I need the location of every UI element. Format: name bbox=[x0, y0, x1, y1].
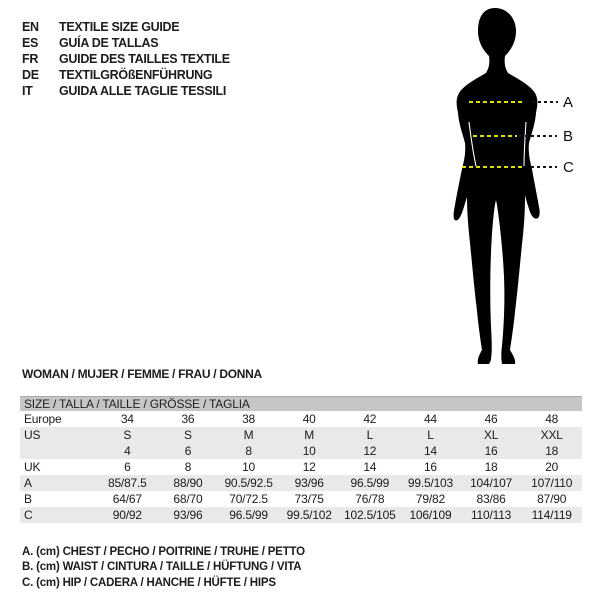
language-title: TEXTILGRÖßENFÜHRUNG bbox=[59, 68, 213, 82]
table-row-b bbox=[20, 491, 582, 507]
size-cell: 104/107 bbox=[470, 476, 513, 490]
size-cell: 8 bbox=[184, 460, 192, 474]
row-label: UK bbox=[24, 460, 41, 474]
language-row-fr bbox=[22, 51, 230, 67]
size-cell: 79/82 bbox=[415, 492, 445, 506]
row-label: A bbox=[24, 476, 32, 490]
size-cell: L bbox=[427, 428, 434, 442]
size-cell: 42 bbox=[363, 412, 377, 426]
legend-line-c: C. (cm) HIP / CADERA / HANCHE / HÜFTE / HIPS bbox=[22, 576, 276, 589]
size-cell: 6 bbox=[124, 460, 131, 474]
table-row-a bbox=[20, 475, 582, 491]
size-cell: 46 bbox=[484, 412, 498, 426]
size-cell: L bbox=[366, 428, 374, 442]
size-cell: M bbox=[304, 428, 315, 442]
size-cell: 14 bbox=[363, 460, 377, 474]
hip-callout-dash bbox=[531, 166, 557, 168]
size-cell: 14 bbox=[423, 444, 437, 458]
size-cell: 12 bbox=[363, 444, 377, 458]
size-cell: 10 bbox=[302, 444, 316, 458]
size-cell: 99.5/103 bbox=[407, 476, 453, 490]
row-label: US bbox=[24, 428, 41, 442]
size-cell: 102.5/105 bbox=[344, 508, 396, 522]
size-cell: 12 bbox=[302, 460, 316, 474]
waist-measure-dash bbox=[473, 135, 517, 137]
table-row-us-numeric bbox=[20, 443, 582, 459]
size-cell: 107/110 bbox=[531, 476, 573, 490]
table-row-europe bbox=[20, 411, 582, 427]
language-code: FR bbox=[22, 52, 39, 66]
size-cell: 36 bbox=[181, 412, 195, 426]
language-title: GUÍA DE TALLAS bbox=[59, 36, 159, 50]
row-label: Europe bbox=[24, 412, 62, 426]
size-cell: 96.5/99 bbox=[229, 508, 268, 522]
language-title: GUIDA ALLE TAGLIE TESSILI bbox=[59, 84, 227, 98]
size-cell: 93/96 bbox=[294, 476, 324, 490]
size-cell: 88/90 bbox=[173, 476, 203, 490]
size-cell: 18 bbox=[484, 460, 498, 474]
language-title: TEXTILE SIZE GUIDE bbox=[59, 20, 180, 34]
size-cell: 90.5/92.5 bbox=[224, 476, 273, 490]
table-row-uk bbox=[20, 459, 582, 475]
woman-silhouette-figure bbox=[420, 0, 600, 370]
row-label: C bbox=[24, 508, 33, 522]
size-table bbox=[20, 396, 582, 523]
size-cell: 114/119 bbox=[531, 508, 572, 522]
size-cell: 34 bbox=[120, 412, 134, 426]
size-cell: 44 bbox=[423, 412, 437, 426]
measurement-legend bbox=[22, 545, 305, 591]
size-cell: 90/92 bbox=[112, 508, 142, 522]
language-code: IT bbox=[22, 84, 33, 98]
language-title: GUIDE DES TAILLES TEXTILE bbox=[59, 52, 230, 66]
size-cell: 106/109 bbox=[409, 508, 452, 522]
size-cell: 99.5/102 bbox=[286, 508, 332, 522]
size-cell: 110/113 bbox=[470, 508, 512, 522]
waist-callout-dash bbox=[519, 135, 557, 137]
language-code: EN bbox=[22, 20, 39, 34]
size-cell: 16 bbox=[423, 460, 437, 474]
table-row-us bbox=[20, 427, 582, 443]
size-cell: 10 bbox=[242, 460, 256, 474]
chest-measure-dash bbox=[469, 101, 522, 103]
language-row-it bbox=[22, 83, 230, 99]
size-cell: XL bbox=[483, 428, 499, 442]
row-label bbox=[20, 443, 97, 459]
language-title-list bbox=[22, 19, 230, 99]
size-cell: 70/72.5 bbox=[229, 492, 268, 506]
chest-callout-dash bbox=[532, 101, 558, 103]
size-cell: 87/90 bbox=[537, 492, 567, 506]
size-cell: S bbox=[123, 428, 132, 442]
language-code: ES bbox=[22, 36, 39, 50]
language-code: DE bbox=[22, 68, 39, 82]
size-cell: 48 bbox=[545, 412, 559, 426]
size-cell: 16 bbox=[484, 444, 498, 458]
leg-gap-line bbox=[495, 205, 497, 358]
size-cell: 73/75 bbox=[294, 492, 324, 506]
size-cell: S bbox=[184, 428, 192, 442]
size-cell: 38 bbox=[242, 412, 256, 426]
size-cell: 96.5/99 bbox=[350, 476, 390, 490]
legend-line-b: B. (cm) WAIST / CINTURA / TAILLE / HÜFTUNG / VITA bbox=[22, 561, 302, 574]
measure-label-b: B bbox=[563, 128, 574, 145]
size-cell: XXL bbox=[540, 428, 563, 442]
measure-label-a: A bbox=[563, 94, 574, 111]
size-table-body bbox=[20, 411, 582, 523]
hip-measure-dash bbox=[462, 166, 524, 168]
size-cell: 20 bbox=[545, 460, 559, 474]
legend-line-a: A. (cm) CHEST / PECHO / POITRINE / TRUHE / PETTO bbox=[22, 546, 305, 558]
size-cell: 85/87.5 bbox=[107, 476, 147, 490]
language-row-de bbox=[22, 67, 230, 83]
size-cell: 68/70 bbox=[173, 492, 203, 506]
table-row-c bbox=[20, 507, 582, 523]
row-label: B bbox=[24, 492, 32, 506]
language-row-es bbox=[22, 35, 230, 51]
language-row-en bbox=[22, 19, 230, 35]
size-cell: 40 bbox=[302, 412, 316, 426]
gender-section-title: WOMAN / MUJER / FEMME / FRAU / DONNA bbox=[22, 367, 262, 381]
size-cell: 76/78 bbox=[355, 492, 385, 506]
size-table-header: SIZE / TALLA / TAILLE / GRÖSSE / TAGLIA bbox=[20, 396, 582, 411]
measure-label-c: C bbox=[563, 159, 574, 176]
size-cell: 93/96 bbox=[173, 508, 203, 522]
size-cell: 64/67 bbox=[112, 492, 142, 506]
size-cell: 18 bbox=[545, 444, 559, 458]
size-cell: 6 bbox=[184, 444, 192, 458]
size-cell: 8 bbox=[245, 444, 252, 458]
size-cell: 83/86 bbox=[476, 492, 506, 506]
size-cell: 4 bbox=[124, 444, 131, 458]
size-cell: M bbox=[243, 428, 254, 442]
